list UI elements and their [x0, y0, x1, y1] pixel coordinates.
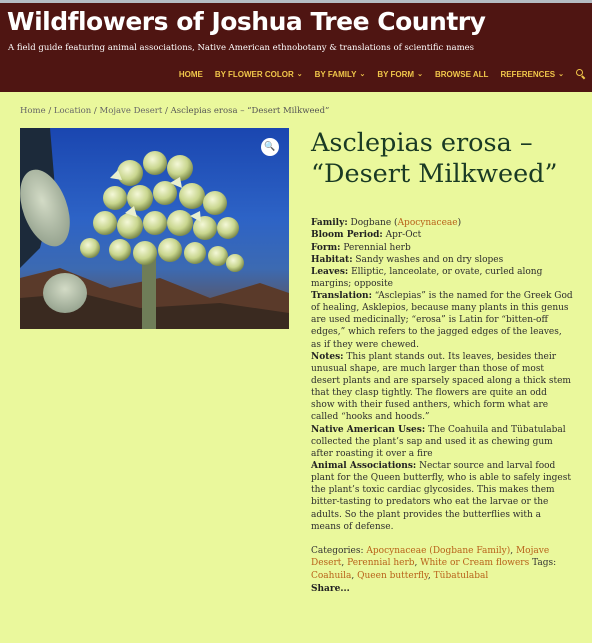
bloom-value: Apr-Oct [385, 230, 422, 241]
family-close: ) [457, 218, 462, 229]
milkweed-photo [20, 128, 289, 329]
native-uses-label: Native American Uses: [311, 424, 426, 435]
zoom-icon[interactable]: 🔍 [261, 138, 279, 156]
translation-value: “Asclepias” is the named for the Greek God of healing, Asklepios, because many plants in this genus are used medicinally; “erosa” is Latin for “bitten-off edges,” which refers to the jagged edges of the leaves, as if they were chewed. [311, 291, 573, 350]
breadcrumb-separator: / [45, 106, 54, 116]
leaves-label: Leaves: [311, 266, 349, 277]
animal-associations-label: Animal Associations: [311, 461, 417, 472]
animal-associations-value: Nectar source and larval food plant for the Queen butterfly, who is able to safely ingest the plant’s toxic cardiac glycosides. This makes them bitter-tasting to predators who eat the larvae or the adults. So the plant provides the butterflies with a means of defense. [311, 461, 571, 532]
translation-row [311, 290, 573, 351]
chevron-down-icon: ⌄ [417, 71, 423, 78]
tags-label: Tags: [532, 558, 557, 569]
leaves-value: Elliptic, lanceolate, or ovate, curled along margins; opposite [311, 266, 543, 289]
nav-home[interactable] [179, 70, 203, 79]
translation-label: Translation: [311, 291, 372, 302]
notes-label: Notes: [311, 351, 344, 362]
native-uses-value: The Coahuila and Tübatulabal collected the plant’s sap and used it as chewing gum after roasting it over a fire [311, 424, 566, 459]
nav-home-label: HOME [178, 69, 203, 79]
notes-row [311, 351, 573, 424]
nav-by-form-label: BY FORM [377, 69, 415, 79]
main-nav [167, 69, 586, 79]
site-header [0, 3, 592, 92]
nav-by-form[interactable] [377, 70, 423, 79]
leaves-row [311, 266, 573, 290]
product-summary [311, 128, 573, 595]
notes-value: This plant stands out. Its leaves, besides their unusual shape, are much larger than those of most desert plants and are sparsely spaced along a thick stem that they clasp tightly. The flowers are quite an odd show with their fused anthers, which form what are called “hooks and hoods.” [311, 351, 571, 423]
bloom-label: Bloom Period: [311, 230, 383, 241]
breadcrumb [20, 106, 329, 116]
nav-by-family[interactable] [315, 70, 366, 79]
breadcrumb-separator: / [91, 106, 100, 116]
nav-browse-all-label: BROWSE ALL [434, 69, 489, 79]
bloom-row [311, 229, 573, 241]
animal-associations-row [311, 460, 573, 533]
form-value: Perennial herb [343, 242, 411, 253]
product-meta: Categories: Apocynaceae (Dogbane Family), Mojave Desert, Perennial herb, White or Cream flowers Tags: Coahuila, Queen butterfly, Tübatulabal Share... [311, 545, 573, 595]
categories-label: Categories: [311, 545, 364, 556]
page-title: Asclepias erosa – “Desert Milkweed” [311, 128, 558, 190]
breadcrumb-location[interactable]: Location [53, 106, 92, 116]
nav-by-family-label: BY FAMILY [314, 69, 357, 79]
category-link[interactable]: White or Cream flowers [420, 558, 530, 569]
nav-browse-all[interactable] [435, 70, 488, 79]
breadcrumb-home[interactable]: Home [20, 106, 46, 116]
share-label[interactable]: Share... [311, 583, 350, 594]
native-uses-row [311, 424, 573, 460]
nav-by-flower-color-label: BY FLOWER COLOR [214, 69, 294, 79]
chevron-down-icon: ⌄ [558, 71, 564, 78]
site-tagline: A field guide featuring animal associations, Native American ethnobotany & translations of scientific names [8, 43, 475, 53]
family-value: Dogbane ( [350, 218, 398, 229]
family-row [311, 217, 573, 229]
site-title[interactable]: Wildflowers of Joshua Tree Country [7, 7, 486, 36]
tag-link[interactable]: Queen butterfly [357, 571, 428, 582]
habitat-value: Sandy washes and on dry slopes [355, 254, 504, 265]
search-icon[interactable] [576, 69, 586, 79]
category-link[interactable]: Apocynaceae (Dogbane Family) [366, 545, 511, 556]
form-label: Form: [311, 242, 341, 253]
tag-link[interactable]: Tübatulabal [433, 571, 489, 582]
chevron-down-icon: ⌄ [296, 71, 303, 78]
family-label: Family: [311, 218, 348, 229]
habitat-label: Habitat: [311, 254, 353, 265]
nav-references[interactable] [500, 70, 564, 79]
habitat-row [311, 254, 573, 266]
tag-link[interactable]: Coahuila [311, 571, 352, 582]
category-link[interactable]: Perennial herb [347, 558, 415, 569]
breadcrumb-separator: / [162, 106, 171, 116]
nav-references-label: REFERENCES [500, 69, 556, 79]
breadcrumb-current: Asclepias erosa – “Desert Milkweed” [170, 106, 330, 116]
breadcrumb-mojave-desert[interactable]: Mojave Desert [99, 106, 163, 116]
form-row [311, 242, 573, 254]
product-photo[interactable] [20, 128, 289, 329]
chevron-down-icon: ⌄ [359, 71, 366, 78]
plant-description [311, 217, 573, 533]
family-link[interactable]: Apocynaceae [397, 218, 458, 229]
category-link[interactable]: Mojave Desert [311, 545, 550, 569]
nav-by-flower-color[interactable] [215, 70, 303, 79]
